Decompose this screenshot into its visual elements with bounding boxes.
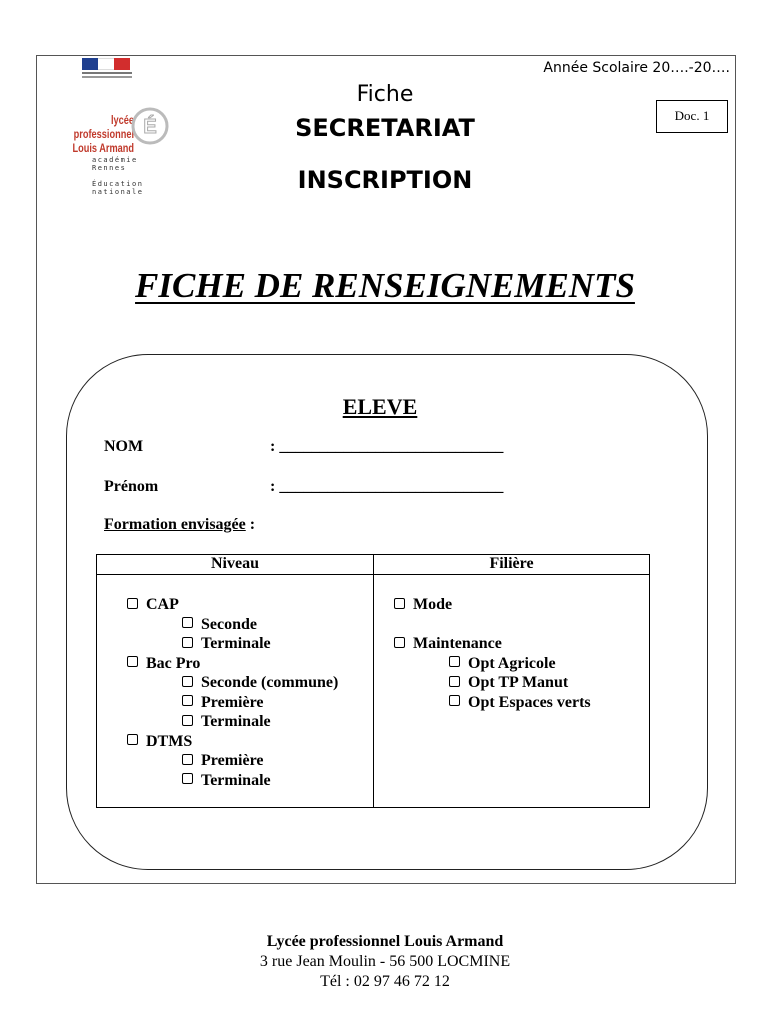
formation-label-text: Formation envisagée bbox=[104, 516, 246, 533]
checkbox-icon[interactable] bbox=[182, 637, 193, 648]
academie-label: académie Rennes Éducation nationale bbox=[92, 156, 144, 196]
lycee-logo-line1: lycée professionnel bbox=[73, 115, 134, 141]
nom-label: NOM bbox=[104, 438, 144, 455]
option-label: Première bbox=[201, 752, 264, 769]
checkbox-icon[interactable] bbox=[449, 656, 460, 667]
inscription-heading: INSCRIPTION bbox=[297, 166, 473, 194]
option-opt-tp-manut[interactable] bbox=[374, 673, 649, 693]
option-label: Opt Espaces verts bbox=[468, 693, 591, 711]
fiche-label: Fiche bbox=[356, 82, 414, 107]
prenom-label: Prénom bbox=[104, 478, 159, 495]
formation-label-suffix: : bbox=[245, 516, 256, 533]
option-label: Première bbox=[201, 693, 264, 711]
svg-text:É: É bbox=[143, 116, 157, 138]
option-dtms[interactable] bbox=[97, 732, 373, 752]
checkbox-icon[interactable] bbox=[394, 637, 405, 648]
option-opt-agricole[interactable] bbox=[374, 654, 649, 674]
option-opt-espaces-verts[interactable] bbox=[374, 693, 649, 713]
niveau-column-header: Niveau bbox=[97, 555, 374, 575]
option-maintenance[interactable] bbox=[374, 634, 649, 654]
option-label: Seconde (commune) bbox=[201, 674, 339, 691]
flag-icon bbox=[82, 58, 130, 70]
formation-table bbox=[96, 554, 650, 808]
option-bacpro-terminale[interactable] bbox=[97, 712, 373, 732]
checkbox-icon[interactable] bbox=[449, 695, 460, 706]
checkbox-icon[interactable] bbox=[127, 656, 138, 667]
checkbox-icon[interactable] bbox=[127, 734, 138, 745]
option-label: CAP bbox=[146, 596, 179, 613]
checkbox-icon[interactable] bbox=[182, 773, 193, 784]
republique-francaise-logo bbox=[82, 58, 132, 82]
option-label: Terminale bbox=[201, 635, 271, 652]
option-dtms-terminale[interactable] bbox=[97, 771, 373, 791]
footer-phone: Tél : 02 97 46 72 12 bbox=[320, 973, 450, 990]
checkbox-icon[interactable] bbox=[127, 598, 138, 609]
option-cap-terminale[interactable] bbox=[97, 634, 373, 654]
option-label: Maintenance bbox=[413, 635, 502, 652]
checkbox-icon[interactable] bbox=[182, 754, 193, 765]
formation-label bbox=[104, 516, 255, 534]
option-bacpro[interactable] bbox=[97, 654, 373, 674]
checkbox-icon[interactable] bbox=[182, 676, 193, 687]
footer-school-name: Lycée professionnel Louis Armand bbox=[266, 933, 504, 950]
option-label: Bac Pro bbox=[146, 654, 201, 672]
option-dtms-premiere[interactable] bbox=[97, 751, 373, 771]
annee-scolaire: Année Scolaire 20….-20…. bbox=[543, 60, 730, 76]
nom-field[interactable]: : ____________________________ bbox=[270, 438, 504, 455]
option-cap-seconde[interactable] bbox=[97, 615, 373, 635]
checkbox-icon[interactable] bbox=[182, 695, 193, 706]
niveau-cell bbox=[97, 575, 374, 808]
footer-address: 3 rue Jean Moulin - 56 500 LOCMINE bbox=[259, 953, 511, 970]
secretariat-heading: SECRETARIAT bbox=[295, 114, 475, 142]
eleve-heading: ELEVE bbox=[342, 394, 418, 419]
prenom-field[interactable]: : ____________________________ bbox=[270, 478, 504, 495]
page-title: FICHE DE RENSEIGNEMENTS bbox=[135, 266, 635, 305]
option-label: Seconde bbox=[201, 615, 257, 633]
checkbox-icon[interactable] bbox=[449, 676, 460, 687]
footer bbox=[0, 932, 770, 992]
option-cap[interactable] bbox=[97, 595, 373, 615]
option-label: Mode bbox=[413, 596, 453, 613]
checkbox-icon[interactable] bbox=[182, 715, 193, 726]
doc-label: Doc. 1 bbox=[656, 100, 728, 133]
filiere-column-header: Filière bbox=[374, 555, 650, 575]
option-bacpro-seconde[interactable] bbox=[97, 673, 373, 693]
option-label: DTMS bbox=[146, 732, 193, 750]
option-label: Opt Agricole bbox=[468, 654, 556, 672]
checkbox-icon[interactable] bbox=[182, 617, 193, 628]
option-mode[interactable] bbox=[374, 595, 649, 615]
checkbox-icon[interactable] bbox=[394, 598, 405, 609]
option-label: Terminale bbox=[201, 771, 271, 789]
option-bacpro-premiere[interactable] bbox=[97, 693, 373, 713]
option-label: Opt TP Manut bbox=[468, 674, 569, 691]
filiere-cell bbox=[374, 575, 650, 808]
lycee-logo-line2: Louis Armand bbox=[72, 143, 134, 155]
option-label: Terminale bbox=[201, 713, 271, 730]
